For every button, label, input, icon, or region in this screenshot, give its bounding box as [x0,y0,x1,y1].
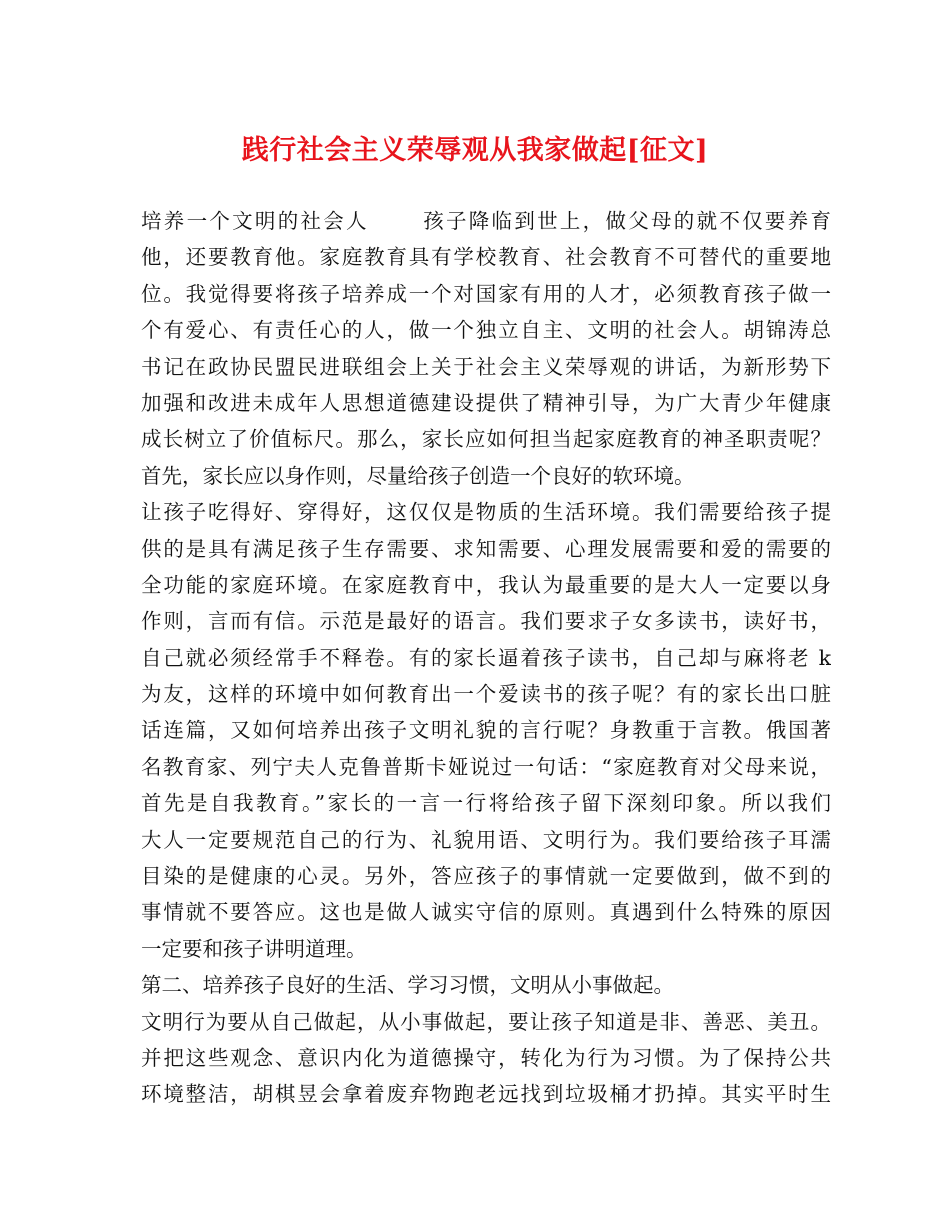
body-line: 位。我觉得要将孩子培养成一个对国家有用的人才，必须教育孩子做一 [141,281,831,306]
body-line: 他，还要教育他。家庭教育具有学校教育、社会教育不可替代的重要地 [141,245,831,270]
document-title: 践行社会主义荣辱观从我家做起[征文] [241,135,709,166]
body-line: 加强和改进未成年人思想道德建设提供了精神引导，为广大青少年健康 [141,390,831,415]
body-line: 事情就不要答应。这也是做人诚实守信的原则。真遇到什么特殊的原因 [141,900,831,925]
body-line: 书记在政协民盟民进联组会上关于社会主义荣辱观的讲话，为新形势下 [141,354,831,379]
body-line: 大人一定要规范自己的行为、礼貌用语、文明行为。我们要给孩子耳濡 [141,827,831,852]
body-line: 一定要和孩子讲明道理。 [141,936,367,961]
body-line: 文明行为要从自己做起，从小事做起，要让孩子知道是非、善恶、美丑。 [141,1009,831,1034]
body-line: 目染的是健康的心灵。另外，答应孩子的事情就一定要做到，做不到的 [141,864,831,889]
body-line: 并把这些观念、意识内化为道德操守，转化为行为习惯。为了保持公共 [141,1045,831,1070]
body-line: 全功能的家庭环境。在家庭教育中，我认为最重要的是大人一定要以身 [141,572,831,597]
body-line: 为友，这样的环境中如何教育出一个爱读书的孩子呢？有的家长出口脏 [141,682,831,707]
body-line: 第二、培养孩子良好的生活、学习习惯，文明从小事做起。 [141,973,674,998]
body-line: 成长树立了价值标尺。那么，家长应如何担当起家庭教育的神圣职责呢？ [141,427,831,452]
body-line: 名教育家、列宁夫人克鲁普斯卡娅说过一句话：“家庭教育对父母来说， [141,754,831,779]
body-line: 供的是具有满足孩子生存需要、求知需要、心理发展需要和爱的需要的 [141,536,831,561]
body-line: 首先，家长应以身作则，尽量给孩子创造一个良好的软环境。 [141,463,695,488]
body-line: 培养一个文明的社会人 孩子降临到世上，做父母的就不仅要养育 [141,209,831,233]
body-line: 自己就必须经常手不释卷。有的家长逼着孩子读书，自己却与麻将老 k [141,645,831,670]
document-body [141,203,831,1113]
body-line: 作则，言而有信。示范是最好的语言。我们要求子女多读书，读好书， [141,609,831,634]
body-line: 话连篇，又如何培养出孩子文明礼貌的言行呢？身教重于言教。俄国著 [141,718,831,743]
body-line: 个有爱心、有责任心的人，做一个独立自主、文明的社会人。胡锦涛总 [141,318,831,343]
body-line: 让孩子吃得好、穿得好，这仅仅是物质的生活环境。我们需要给孩子提 [141,500,831,525]
body-line: 首先是自我教育。”家长的一言一行将给孩子留下深刻印象。所以我们 [141,791,831,816]
body-line: 环境整洁，胡棋昱会拿着废弃物跑老远找到垃圾桶才扔掉。其实平时生 [141,1082,831,1107]
